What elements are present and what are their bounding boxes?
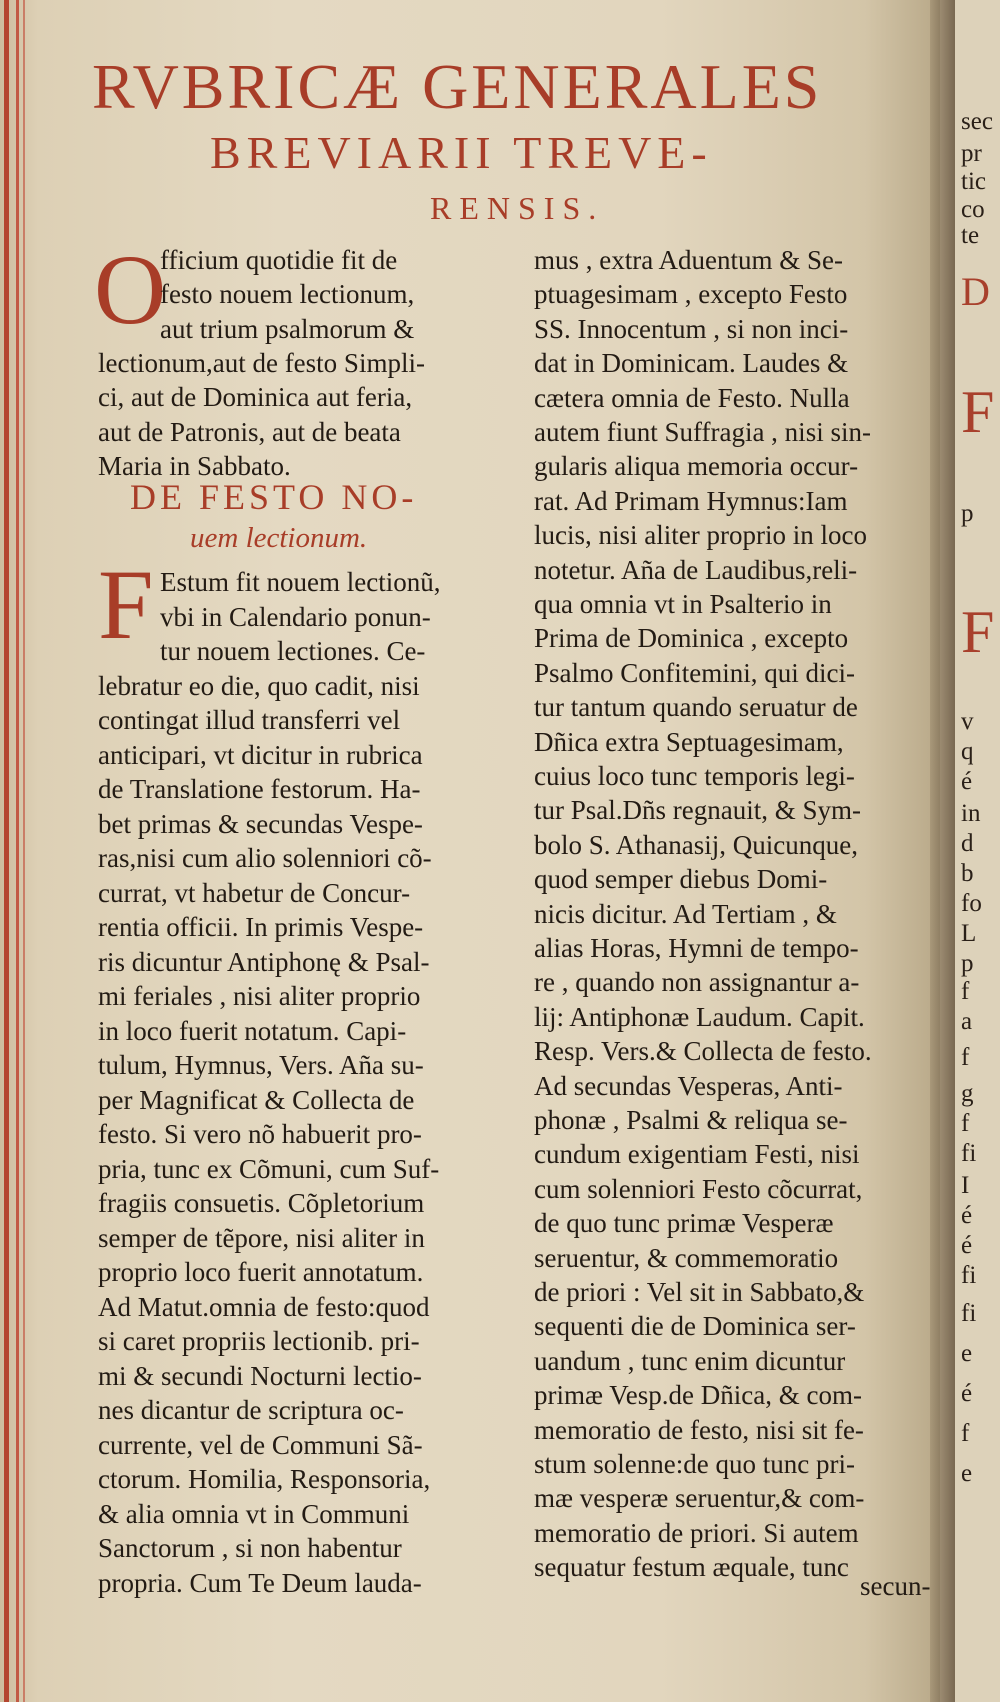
text-line: rat. Ad Primam Hymnus:Iam	[534, 485, 848, 516]
facing-page-fragment: q	[961, 738, 974, 765]
text-line: gularis aliqua memoria occur-	[534, 451, 859, 482]
text-line: cuius loco tunc temporis legi-	[534, 761, 855, 791]
facing-page-fragment: f	[961, 1110, 970, 1137]
red-margin-rule	[4, 0, 9, 1702]
facing-page-fragment: g	[961, 1080, 974, 1107]
text-line: anticipari, vt dicitur in rubrica	[98, 739, 423, 770]
text-line: Ad secundas Vesperas, Anti-	[534, 1070, 843, 1101]
text-line: de quo tunc primæ Vesperæ	[534, 1208, 834, 1239]
text-line: lij: Antiphonæ Laudum. Capit.	[534, 1001, 865, 1032]
text-line: alias Horas, Hymni de tempo-	[534, 933, 859, 963]
text-line: rentia officii. In primis Vespe-	[98, 912, 424, 942]
text-line: tulum, Hymnus, Vers. Aña su-	[98, 1050, 424, 1080]
facing-page-fragment: in	[961, 800, 981, 827]
facing-page-fragment: fi	[961, 1140, 977, 1167]
text-line: re , quando non assignantur a-	[534, 967, 860, 998]
facing-page-fragment: tic	[961, 168, 986, 195]
facing-page-fragment: é	[961, 1232, 973, 1259]
text-line: ras,nisi cum alio solenniori cõ-	[98, 843, 432, 873]
facing-page-fragment: v	[961, 708, 974, 735]
text-line: Maria in Sabbato.	[98, 450, 291, 481]
facing-page-fragment: F	[961, 599, 995, 665]
facing-page-fragment: d	[961, 830, 974, 857]
text-line: Sanctorum , si non habentur	[98, 1533, 402, 1563]
facing-page-fragment: a	[961, 1008, 973, 1035]
text-line: aut trium psalmorum &	[160, 313, 415, 344]
text-line: ci, aut de Dominica aut feria,	[98, 382, 413, 413]
text-line: quod semper diebus Domi-	[534, 864, 828, 895]
page-subtitle: BREVIARII TREVE-	[210, 127, 713, 178]
text-line: mi & secundi Nocturni lectio-	[98, 1360, 422, 1391]
text-line: Dñica extra Septuagesimam,	[534, 726, 844, 757]
text-line: proprio loco fuerit annotatum.	[98, 1257, 424, 1287]
text-line: fragiis consuetis. Cõpletorium	[98, 1188, 425, 1218]
section-heading-continuation: uem lectionum.	[190, 522, 368, 554]
facing-page-fragment: I	[961, 1172, 970, 1199]
text-line: primæ Vesp.de Dñica, & com-	[534, 1380, 862, 1411]
text-line: notetur. Aña de Laudibus,reli-	[534, 554, 858, 585]
text-line: ris dicuntur Antiphonę & Psal-	[98, 946, 430, 977]
facing-page-fragment: p	[961, 500, 974, 527]
catchword: secun-	[860, 1571, 931, 1601]
text-line: semper de tẽpore, nisi aliter in	[98, 1222, 425, 1253]
text-line: cætera omnia de Festo. Nulla	[534, 382, 850, 413]
red-margin-rule	[16, 0, 19, 1702]
text-line: tur tantum quando seruatur de	[534, 692, 858, 723]
drop-capital: O	[94, 234, 167, 345]
text-line: mæ vesperæ seruentur,& com-	[534, 1483, 865, 1514]
text-line: autem fiunt Suffragia , nisi sin-	[534, 417, 871, 447]
drop-capital: F	[98, 549, 154, 660]
facing-page-fragment: fi	[961, 1300, 977, 1327]
text-line: vbi in Calendario ponun-	[160, 601, 431, 632]
text-line: de Translatione festorum. Ha-	[98, 774, 421, 804]
facing-page-fragment: é	[961, 1380, 973, 1407]
facing-page-fragment: pr	[961, 140, 982, 167]
text-line: stum solenne:de quo tunc pri-	[534, 1449, 855, 1479]
text-line: Ad Matut.omnia de festo:quod	[98, 1291, 430, 1322]
text-line: nes dicantur de scriptura oc-	[98, 1395, 404, 1425]
text-line: festo nouem lectionum,	[160, 279, 415, 310]
text-line: de priori : Vel sit in Sabbato,&	[534, 1277, 865, 1307]
text-line: Estum fit nouem lectionũ,	[160, 567, 441, 597]
facing-page-fragment: f	[961, 978, 970, 1005]
facing-page-fragment: e	[961, 1340, 973, 1367]
facing-page-fragment: e	[961, 1460, 973, 1487]
text-line: & alia omnia vt in Communi	[98, 1498, 410, 1529]
text-line: uandum , tunc enim dicuntur	[534, 1345, 846, 1376]
text-line: nicis dicitur. Ad Tertiam , &	[534, 898, 837, 929]
facing-page-fragment: é	[961, 768, 973, 795]
text-line: tur nouem lectiones. Ce-	[160, 636, 426, 666]
text-line: memoratio de priori. Si autem	[534, 1517, 859, 1548]
text-line: bolo S. Athanasij, Quicunque,	[534, 829, 858, 860]
text-line: mi feriales , nisi aliter proprio	[98, 981, 421, 1011]
text-line: currente, vel de Communi Sã-	[98, 1429, 423, 1460]
text-line: cum solenniori Festo cõcurrat,	[534, 1173, 863, 1204]
facing-page-fragment: co	[961, 196, 985, 223]
page-title: RVBRICÆ GENERALES	[92, 51, 823, 122]
text-line: si caret propriis lectionib. pri-	[98, 1326, 420, 1356]
facing-page-fragment: te	[961, 222, 980, 249]
text-line: ptuagesimam , excepto Festo	[534, 279, 848, 310]
text-line: Prima de Dominica , excepto	[534, 623, 849, 654]
red-margin-rule	[23, 0, 25, 1702]
facing-page-fragment: f	[961, 1420, 970, 1447]
text-line: contingat illud transferri vel	[98, 705, 401, 735]
text-line: lectionum,aut de festo Simpli-	[98, 347, 425, 378]
text-line: dat in Dominicam. Laudes &	[534, 348, 849, 379]
text-line: tur Psal.Dñs regnauit, & Sym-	[534, 795, 861, 826]
text-line: fficium quotidie fit de	[160, 245, 398, 275]
text-line: pria, tunc ex Cõmuni, cum Suf-	[98, 1153, 440, 1184]
text-line: bet primas & secundas Vespe-	[98, 808, 423, 839]
facing-page-fragment: f	[961, 1044, 970, 1071]
text-line: sequenti die de Dominica ser-	[534, 1311, 856, 1342]
text-line: mus , extra Aduentum & Se-	[534, 245, 843, 275]
facing-page-fragment: sec	[961, 108, 993, 135]
text-line: cundum exigentiam Festi, nisi	[534, 1139, 860, 1170]
text-line: phonæ , Psalmi & reliqua se-	[534, 1105, 848, 1135]
facing-page-fragment: é	[961, 1202, 973, 1229]
facing-page-strip	[955, 0, 1000, 1702]
text-line: Psalmo Confitemini, qui dici-	[534, 657, 855, 688]
text-line: currat, vt habetur de Concur-	[98, 877, 411, 908]
section-heading: DE FESTO NO-	[130, 477, 418, 517]
facing-page-fragment: p	[961, 950, 974, 977]
facing-page-fragment: F	[961, 379, 995, 445]
text-line: per Magnificat & Collecta de	[98, 1084, 415, 1115]
facing-page-fragment: D	[961, 269, 990, 314]
page-subtitle-continuation: RENSIS.	[430, 190, 605, 226]
facing-page-fragment: L	[961, 920, 977, 947]
text-line: sequatur festum æquale, tunc	[534, 1552, 849, 1583]
text-line: memoratio de festo, nisi sit fe-	[534, 1414, 864, 1445]
text-line: qua omnia vt in Psalterio in	[534, 589, 832, 619]
text-line: festo. Si vero nõ habuerit pro-	[98, 1119, 422, 1149]
text-line: lebratur eo die, quo cadit, nisi	[98, 670, 420, 701]
text-line: in loco fuerit notatum. Capi-	[98, 1015, 407, 1046]
facing-page-fragment: fi	[961, 1262, 977, 1289]
text-line: seruentur, & commemoratio	[534, 1242, 839, 1273]
facing-page-fragment: fo	[961, 890, 982, 917]
text-line: SS. Innocentum , si non inci-	[534, 313, 849, 344]
facing-page-fragment: b	[961, 860, 974, 887]
text-line: ctorum. Homilia, Responsoria,	[98, 1464, 431, 1494]
text-line: aut de Patronis, aut de beata	[98, 416, 401, 447]
text-line: Resp. Vers.& Collecta de festo.	[534, 1036, 872, 1067]
text-line: propria. Cum Te Deum lauda-	[98, 1567, 422, 1598]
text-line: lucis, nisi aliter proprio in loco	[534, 520, 867, 551]
